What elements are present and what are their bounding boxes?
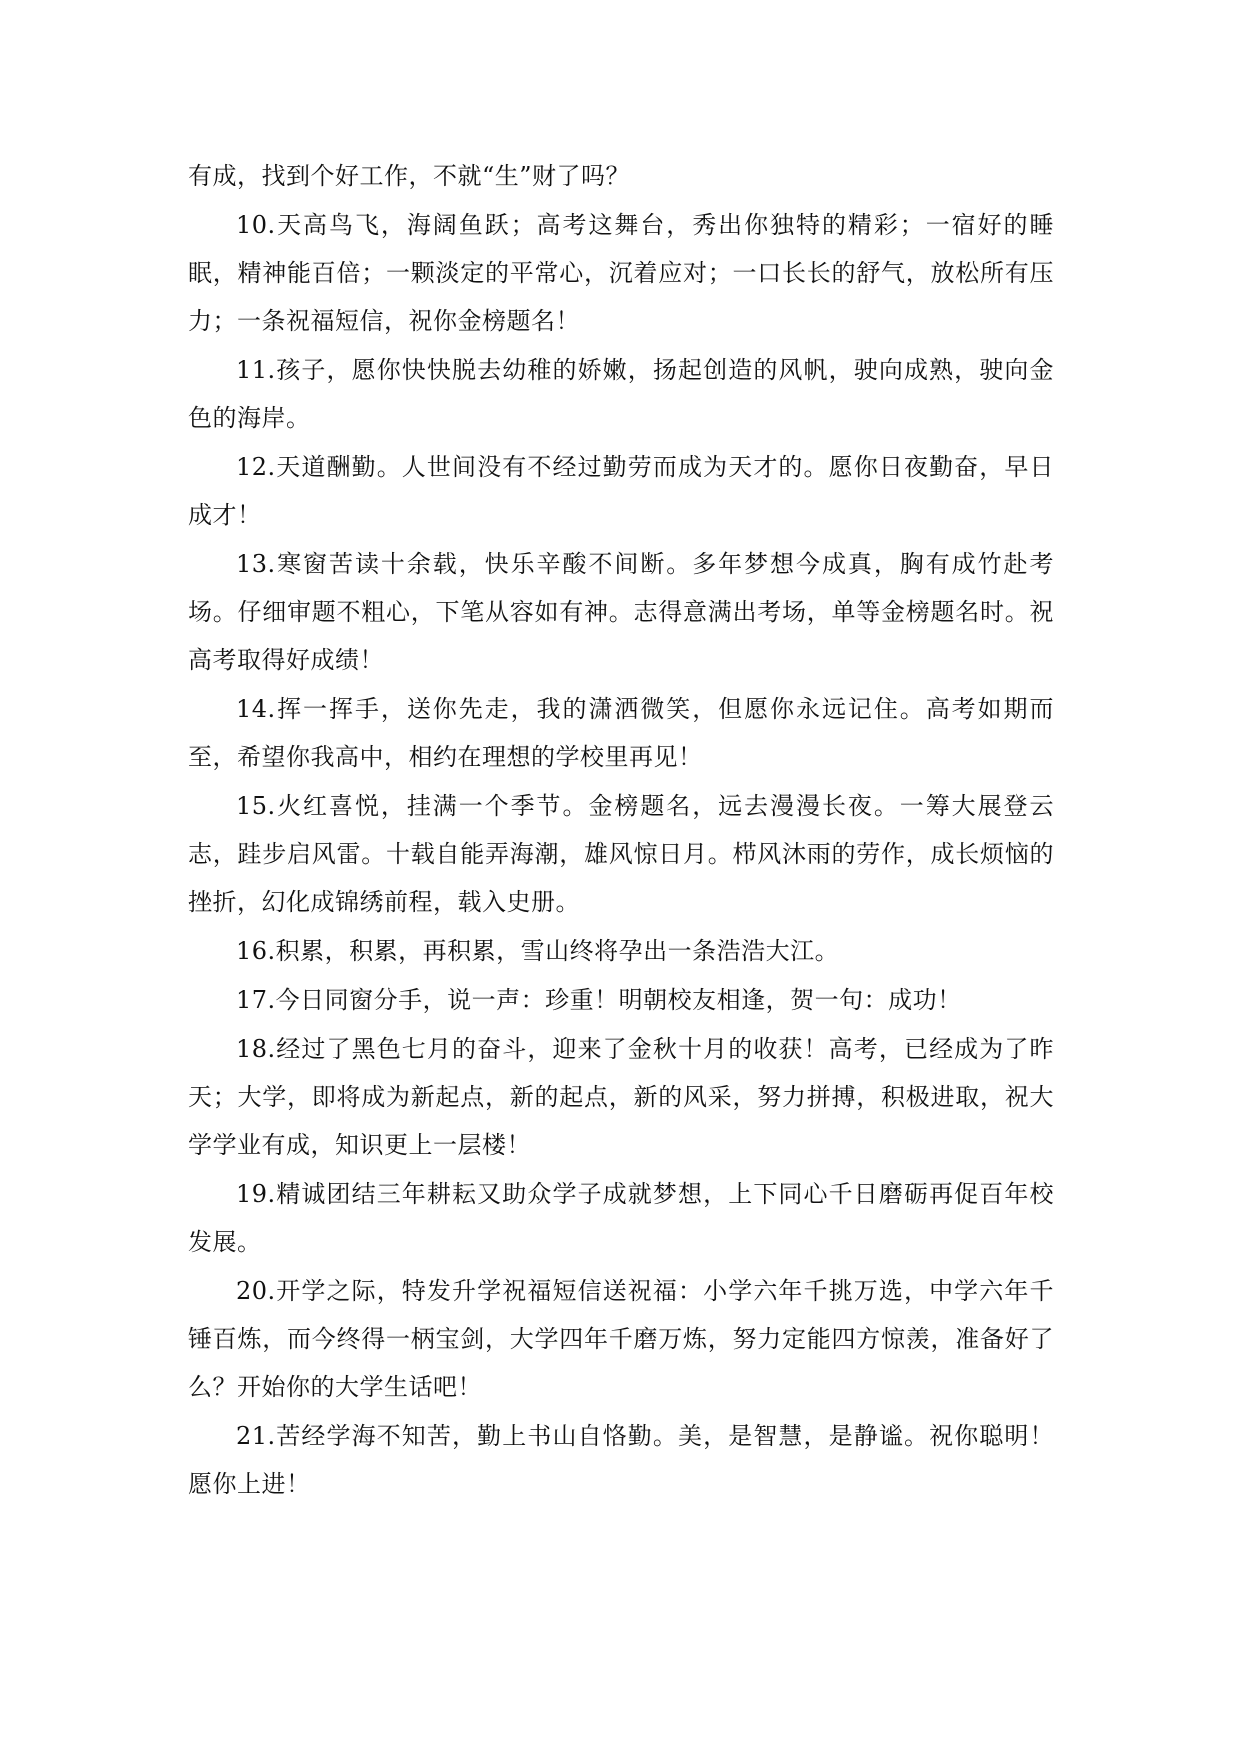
paragraph-item-21: 21.苦经学海不知苦，勤上书山自恪勤。美，是智慧，是静谧。祝你聪明！愿你上进！ <box>188 1422 1054 1498</box>
paragraph-item-10: 10.天高鸟飞，海阔鱼跃；高考这舞台，秀出你独特的精彩；一宿好的睡眠，精神能百倍；一颗淡定的平常心，沉着应对；一口长长的舒气，放松所有压力；一条祝福短信，祝你金榜题名！ <box>188 211 1054 335</box>
paragraph-item-14: 14.挥一挥手，送你先走，我的潇洒微笑，但愿你永远记住。高考如期而至，希望你我高中，相约在理想的学校里再见！ <box>188 695 1054 771</box>
paragraph-item-20: 20.开学之际，特发升学祝福短信送祝福：小学六年千挑万选，中学六年千锤百炼，而今终得一柄宝剑，大学四年千磨万炼，努力定能四方惊羡，准备好了么？开始你的大学生话吧！ <box>188 1277 1054 1401</box>
paragraph-item-11: 11.孩子，愿你快快脱去幼稚的娇嫩，扬起创造的风帆，驶向成熟，驶向金色的海岸。 <box>188 356 1054 432</box>
paragraph-item-15: 15.火红喜悦，挂满一个季节。金榜题名，远去漫漫长夜。一筹大展登云志，跬步启风雷。十载自能弄海潮，雄风惊日月。栉风沐雨的劳作，成长烦恼的挫折，幻化成锦绣前程，载入史册。 <box>188 792 1054 916</box>
document-body <box>188 152 1054 1509</box>
paragraph-item-12: 12.天道酬勤。人世间没有不经过勤劳而成为天才的。愿你日夜勤奋，早日成才！ <box>188 453 1054 529</box>
paragraph-continuation: 有成，找到个好工作，不就“生”财了吗？ <box>188 162 631 190</box>
paragraph-item-17: 17.今日同窗分手，说一声：珍重！明朝校友相逢，贺一句：成功！ <box>236 986 962 1014</box>
paragraph-item-19: 19.精诚团结三年耕耘又助众学子成就梦想，上下同心千日磨砺再促百年校发展。 <box>188 1180 1054 1256</box>
paragraph-item-18: 18.经过了黑色七月的奋斗，迎来了金秋十月的收获！高考，已经成为了昨天；大学，即将成为新起点，新的起点，新的风采，努力拼搏，积极进取，祝大学学业有成，知识更上一层楼！ <box>188 1035 1054 1159</box>
paragraph-item-13: 13.寒窗苦读十余载，快乐辛酸不间断。多年梦想今成真，胸有成竹赴考场。仔细审题不粗心，下笔从容如有神。志得意满出考场，单等金榜题名时。祝高考取得好成绩！ <box>188 550 1054 674</box>
paragraph-item-16: 16.积累，积累，再积累，雪山终将孕出一条浩浩大江。 <box>236 937 840 965</box>
